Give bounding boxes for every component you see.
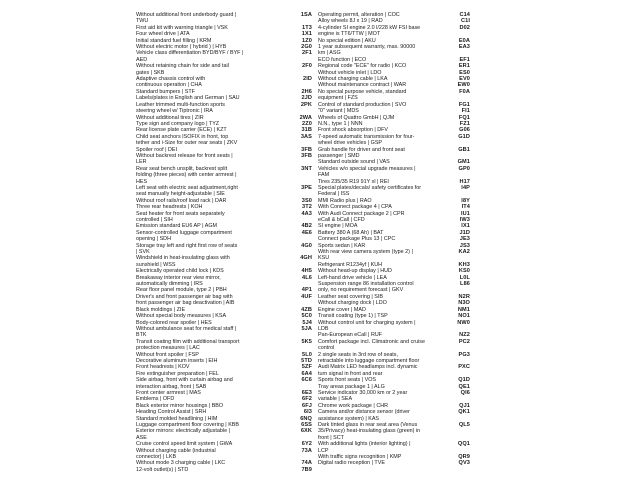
equipment-description: Service indicator 30,000 km or 2 year variable | SEA <box>318 389 408 403</box>
option-code: 2WA <box>299 114 312 121</box>
equipment-description: Vehicles w/o special upgrade measures | FAM <box>318 165 416 179</box>
option-code: QQ1 <box>457 441 470 448</box>
option-code: IW3 <box>459 217 470 223</box>
equipment-entry <box>318 134 468 147</box>
equipment-description: Digital radio reception | TVE <box>318 460 385 467</box>
equipment-description: With traffic signs recognition | KMP <box>318 454 402 461</box>
option-code: 6E3 <box>301 389 312 396</box>
equipment-description: Engine cover | MAD <box>318 306 366 313</box>
equipment-description: Sports sedan | KAR <box>318 242 366 249</box>
option-code: EW0 <box>457 82 470 89</box>
equipment-description: Decorative aluminum inserts | EIH <box>136 357 218 364</box>
equipment-description: Windshield in heat-insulating glass with sunshield | WSS <box>136 255 230 268</box>
option-code: 2JD <box>301 95 312 102</box>
equipment-description: Camera and/or distance sensor (driver assistance system) | KAS <box>318 409 410 422</box>
equipment-description: Wheels of Quattro GmbH | QJM <box>318 114 395 121</box>
equipment-description: Spoiler roof | DEI <box>136 146 177 153</box>
equipment-entry <box>318 320 468 333</box>
equipment-description: eCall & bCall | CFD <box>318 217 365 223</box>
equipment-description: Connect package Plus 13 | CPC <box>318 236 396 243</box>
equipment-description: Leather seat covering | SIB <box>318 293 383 300</box>
option-code: 4E6 <box>301 229 312 236</box>
option-code: 6XK <box>300 428 312 435</box>
option-code: ES0 <box>459 69 470 76</box>
option-code: 4ZB <box>301 306 312 313</box>
option-code: NO1 <box>458 313 470 320</box>
equipment-description: Front shock absorption | DFV <box>318 127 389 134</box>
equipment-entry <box>136 134 316 147</box>
equipment-description: Pan-European eCall | RUF <box>318 332 383 339</box>
option-code: 7B9 <box>301 466 312 473</box>
equipment-description: Rear seat bench unsplit, backrest split folding (three pieces) with center armrest | HES <box>136 165 237 185</box>
equipment-description: With Connect package 4 | CPA <box>318 204 392 211</box>
equipment-description: 7-speed automatic transmission for four- wheel drive vehicles | GSP <box>318 133 415 147</box>
equipment-description: Initial standard fuel filling | KRM <box>136 37 212 44</box>
equipment-description: Dark tinted glass in rear seat area (Venus 35/Privacy) heat-insulating glass (green) in front | SCT <box>318 422 421 441</box>
equipment-entry <box>318 147 468 160</box>
equipment-description: Without vehicle inlet | LDO <box>318 69 382 76</box>
equipment-description: "0" variant | MDS <box>318 108 359 115</box>
equipment-entry <box>318 339 468 352</box>
option-code: 6SS <box>301 422 312 428</box>
option-code: 2G0 <box>301 44 312 51</box>
option-code: JE3 <box>459 236 470 243</box>
option-code: QV3 <box>458 460 470 467</box>
equipment-description: Without front spoiler | FSP <box>136 351 199 358</box>
equipment-entry <box>136 294 316 307</box>
option-code: 1Z0 <box>302 37 312 44</box>
equipment-entry <box>318 166 468 179</box>
equipment-entry <box>318 364 468 377</box>
equipment-description: Body-colored rear spoiler | HES <box>136 319 212 326</box>
equipment-description: Standard molded headlining | HIM <box>136 415 218 422</box>
equipment-entry <box>136 166 316 185</box>
equipment-description: Without roof rails/roof load rack | DAR <box>136 197 227 204</box>
equipment-description: Type sign and company logo | TYZ <box>136 120 220 127</box>
equipment-description: Luggage compartment floor covering | KBB <box>136 422 239 428</box>
option-code: 4GH <box>300 255 312 262</box>
equipment-description: Rear floor panel module, type 2 | PBH <box>136 287 227 294</box>
equipment-entry <box>318 422 468 441</box>
option-code: C14 <box>459 12 470 18</box>
option-code: KS0 <box>458 268 470 275</box>
equipment-description: Emblems | OFD <box>136 396 175 403</box>
equipment-description: Chrome work package | CHR <box>318 402 389 409</box>
equipment-description: Left-hand drive vehicle | LEA <box>318 274 387 281</box>
equipment-entry <box>318 44 468 57</box>
equipment-description: Cruise control speed limit system | GWA <box>136 441 233 448</box>
option-code: 2F0 <box>302 63 312 70</box>
equipment-description: With additional lights (interior lighting) | LCP <box>318 441 411 454</box>
equipment-entry <box>136 428 316 441</box>
equipment-description: Control of standard production | SVO <box>318 101 407 108</box>
option-code: 3FB <box>301 146 312 153</box>
equipment-entry <box>136 377 316 390</box>
option-code: 4B2 <box>301 223 312 230</box>
equipment-entry <box>136 102 316 115</box>
option-code: G1D <box>458 133 470 140</box>
equipment-description: 2 single seats in 3rd row of seats, retractable into luggage compartment floor <box>318 351 420 364</box>
option-code: 6NQ <box>300 415 312 422</box>
option-code: KA2 <box>458 249 470 256</box>
equipment-description: Special plates/decals/ safety certificates for Federal | ISS <box>318 184 422 198</box>
equipment-description: Vehicle class differentiation BYD/BYF / BYF | AED <box>136 50 244 63</box>
equipment-description: Alloy wheels 8J x 19 | RAD <box>318 18 383 25</box>
equipment-description: Standard bumpers | STF <box>136 88 195 95</box>
equipment-description: ECO function | ECO <box>318 56 367 63</box>
option-code: GP0 <box>458 165 470 172</box>
equipment-description: No special purpose vehicle, standard equipment | FZS <box>318 88 407 102</box>
option-code: 5K5 <box>301 338 312 345</box>
option-code: GB1 <box>458 146 470 153</box>
option-code: QI6 <box>460 389 470 396</box>
equipment-list-left-column <box>136 12 316 473</box>
option-code: IX1 <box>461 223 470 230</box>
equipment-description: Without charging cable (industrial connector) | LKB <box>136 447 216 461</box>
equipment-description: N.N., type 1 | NNN <box>318 120 363 127</box>
option-code: 4UF <box>301 293 312 300</box>
option-code: FG1 <box>458 101 470 108</box>
equipment-description: Tires 235/35 R19 91Y xl | REI <box>318 178 389 185</box>
equipment-entry <box>136 153 316 166</box>
equipment-description: Three rear headrests | KOH <box>136 204 203 211</box>
equipment-description: SI engine | MOA <box>318 223 358 230</box>
option-code: NZ2 <box>459 332 470 339</box>
equipment-description: Black moldings | ZIE <box>136 306 186 313</box>
option-code: IT4 <box>461 204 470 211</box>
option-code: 2Z0 <box>302 120 312 127</box>
option-code: NW0 <box>457 319 470 326</box>
option-code: 5JA <box>301 325 312 332</box>
equipment-description: Left seat with electric seat adjustment,right seat manually height-adjustable | SIE <box>136 184 238 198</box>
option-code: 2ID <box>302 76 312 83</box>
option-code: 6FJ <box>302 402 312 409</box>
option-code: 5L0 <box>302 351 312 358</box>
equipment-description: Leather trimmed multi-function sports steering wheel w/ Tiptronic | IRA <box>136 101 225 115</box>
equipment-description: Adaptive chassis control with continuous operation | CHA <box>136 76 206 89</box>
option-code: 4P1 <box>301 287 312 294</box>
option-code: FI1 <box>461 108 470 115</box>
option-code: E0A <box>458 37 470 44</box>
equipment-description: Without additional tires | ZIR <box>136 114 204 121</box>
equipment-description: Sports front seats | VOS <box>318 377 377 384</box>
equipment-entry <box>318 89 468 102</box>
option-code: N3O <box>458 300 470 307</box>
option-code: 6Y2 <box>301 441 312 448</box>
option-code: N2R <box>458 293 470 300</box>
equipment-entry <box>136 467 316 473</box>
option-code: F0A <box>459 88 470 95</box>
equipment-description: Rear license plate carrier (ECE) | KZT <box>136 127 227 134</box>
equipment-description: Without charging dock | LDO <box>318 300 387 307</box>
equipment-entry <box>318 460 468 466</box>
equipment-description: Fire extinguisher preparation | FEL <box>136 370 219 377</box>
equipment-entry <box>318 390 468 403</box>
equipment-entry <box>136 76 316 89</box>
option-code: 5TD <box>301 357 312 364</box>
equipment-entry <box>136 63 316 76</box>
equipment-description: Transit coating film with additional transport protection measures | LAC <box>136 338 240 352</box>
option-code: 1X1 <box>301 31 312 38</box>
equipment-entry <box>318 409 468 422</box>
option-code: J1D <box>459 229 470 236</box>
equipment-entry <box>136 185 316 198</box>
equipment-description: Without control unit for charging system | LDB <box>318 319 416 332</box>
equipment-entry <box>318 25 468 38</box>
equipment-description: Labels/plates in English and German | SAU <box>136 95 240 102</box>
equipment-description: Without maintenance contract | WAR <box>318 82 407 89</box>
equipment-description: Without charging cable | LKA <box>318 76 388 83</box>
option-code: 6C6 <box>301 377 312 384</box>
equipment-description: MMI Radio plus | RAO <box>318 197 372 204</box>
option-code: 3FB <box>301 152 312 159</box>
option-code: EV0 <box>459 76 470 83</box>
option-code: GM1 <box>457 159 470 166</box>
option-code: PXC <box>458 364 470 371</box>
option-code: 6A4 <box>301 370 312 377</box>
option-code: FZ1 <box>459 120 470 127</box>
option-code: 6I3 <box>303 409 312 416</box>
option-code: I8Y <box>461 197 470 204</box>
equipment-description: Storage tray left and right first row of seats | SVK <box>136 242 238 256</box>
equipment-description: First aid kit with warning triangle | VSK <box>136 24 228 31</box>
equipment-description: Heading Control Assist | SRH <box>136 409 207 416</box>
option-code: C1I <box>460 18 470 25</box>
equipment-description: 12-volt outlet(s) | STD <box>136 466 189 473</box>
equipment-description: Comfort package incl. Climatronic and cruise control <box>318 338 425 352</box>
equipment-description: Tray areas package 1 | ALG <box>318 383 385 390</box>
equipment-entry <box>136 12 316 25</box>
option-code: L86 <box>460 281 470 288</box>
option-code: 3PE <box>301 184 312 191</box>
equipment-description: Standard outside sound | VAS <box>318 159 390 166</box>
equipment-entry <box>318 185 468 198</box>
option-code: EF1 <box>459 56 470 63</box>
equipment-entry <box>136 255 316 268</box>
equipment-description: Without special body measures | KSA <box>136 313 227 320</box>
option-code: 74A <box>301 460 312 467</box>
equipment-description: Operating permit, alteration | COC <box>318 12 400 18</box>
equipment-description: Black exterior mirror housings | BBO <box>136 402 224 409</box>
option-code: 1T3 <box>302 24 312 31</box>
option-code: JS3 <box>459 242 470 249</box>
option-code: ER1 <box>458 63 470 70</box>
equipment-description: Without mode 3 charging cable | LKC <box>136 460 226 467</box>
equipment-description: Exterior mirrors: electrically adjustable | ASE <box>136 428 230 441</box>
equipment-description: Transit coating (type 1) | TSP <box>318 313 388 320</box>
option-code: QK1 <box>458 409 470 416</box>
equipment-entry <box>136 275 316 288</box>
equipment-list-right-column <box>318 12 468 467</box>
equipment-entry <box>136 50 316 63</box>
equipment-description: Front headrests | KOV <box>136 364 190 371</box>
equipment-description: No special edition | AKU <box>318 37 376 44</box>
option-code: D02 <box>459 24 470 31</box>
equipment-description: Breakaway interior rear view mirror, automatically dimming | IRS <box>136 274 221 288</box>
equipment-description: Battery 380 A (68 Ah) | BAT <box>318 229 384 236</box>
equipment-description: Seat heater for front seats separately controlled | SIH <box>136 210 225 223</box>
equipment-entry <box>136 230 316 243</box>
equipment-description: With Audi Connect package 2 | CPR <box>318 210 405 217</box>
equipment-description: Emission standard EU6 AP | AGM <box>136 223 217 230</box>
option-code: 3AS <box>300 133 312 140</box>
option-code: H17 <box>459 178 470 185</box>
equipment-description: Without ambulance seat for medical staff | BTK <box>136 325 237 339</box>
equipment-description: Regional code "ECE" for radio | KCO <box>318 63 407 70</box>
option-code: 73A <box>301 447 312 454</box>
option-code: 1SA <box>300 12 312 18</box>
option-code: 5J4 <box>302 319 312 326</box>
equipment-description: Refrigerant R1234yf | KUH <box>318 261 383 268</box>
equipment-description: Side airbag, front with curtain airbag and interaction airbag, front | SAB <box>136 377 233 390</box>
option-code: 2PK <box>300 101 312 108</box>
option-code: QE1 <box>458 383 470 390</box>
equipment-description: 1 year subsequent warranty, max. 90000 km | ASG <box>318 44 416 57</box>
option-code: 3T2 <box>302 204 312 211</box>
equipment-description: Audi Matrix LED headlamps incl. dynamic turn signal in front and rear <box>318 364 418 377</box>
equipment-description: Child seat anchors ISOFIX in front, top tether and i-Size for outer rear seats | ZKV <box>136 133 238 147</box>
equipment-description: Without head-up display | HUD <box>318 268 392 275</box>
option-code: PC2 <box>458 338 470 345</box>
equipment-description: Electrically operated child lock | KDS <box>136 268 224 275</box>
equipment-entry <box>318 352 468 365</box>
option-code: Q1D <box>458 377 470 384</box>
equipment-description: Driver's and front passenger air bag with front passenger air bag deactivation | AIB <box>136 293 235 307</box>
equipment-description: 4-cylinder SI engine 2.0 l/228 kW FSI base engine is TT6/TTW | MOT <box>318 24 421 38</box>
equipment-entry <box>136 243 316 256</box>
option-code: I4P <box>461 184 470 191</box>
option-code: 31B <box>301 127 312 134</box>
option-code: 6F2 <box>302 396 312 403</box>
equipment-description: Sensor-controlled luggage compartment opening | SDH <box>136 229 232 243</box>
option-code: 4H5 <box>301 268 312 275</box>
option-code: L0L <box>459 274 470 281</box>
equipment-description: Without backrest release for front seats | LER <box>136 152 233 166</box>
option-code: 2F1 <box>302 50 312 57</box>
equipment-entry <box>136 448 316 461</box>
option-code: 5C0 <box>301 313 312 320</box>
equipment-description: With rear view camera system (type 2) | KSU <box>318 249 413 262</box>
option-code: 2H6 <box>301 88 312 95</box>
option-code: QR9 <box>458 454 470 461</box>
option-code: PG3 <box>458 351 470 358</box>
option-code: 4G0 <box>301 242 312 249</box>
equipment-entry <box>318 441 468 454</box>
option-code: 4A3 <box>301 210 312 217</box>
equipment-entry <box>136 211 316 224</box>
equipment-description: Without electric motor ( hybrid ) | HYB <box>136 44 227 51</box>
option-code: 3NT <box>301 165 312 172</box>
option-code: G06 <box>459 127 470 134</box>
option-code: QL5 <box>458 422 470 428</box>
equipment-description: Four wheel drive | ATA <box>136 31 190 38</box>
equipment-description: Grab handle for driver and front seat passenger | SMD <box>318 146 405 159</box>
equipment-description: Suspension range 86 installation control only, no requirement forecast | GKV <box>318 281 414 294</box>
option-code: 5ZF <box>301 364 312 371</box>
equipment-description: Without retaining chain for side and tail gates | SKB <box>136 63 229 76</box>
option-code: NM1 <box>457 306 470 313</box>
option-code: EA3 <box>458 44 470 51</box>
equipment-entry <box>318 281 468 294</box>
option-code: QJ1 <box>459 402 470 409</box>
equipment-description: Front center armrest | MAS <box>136 389 201 396</box>
option-code: KH3 <box>458 261 470 268</box>
option-code: 4L6 <box>302 274 312 281</box>
option-code: 3S0 <box>301 197 312 204</box>
equipment-description: Without additional front underbody guard | TWU <box>136 12 237 25</box>
equipment-entry <box>318 249 468 262</box>
option-code: FQ1 <box>458 114 470 121</box>
equipment-entry <box>136 339 316 352</box>
equipment-entry <box>136 326 316 339</box>
option-code: IU1 <box>460 210 470 217</box>
